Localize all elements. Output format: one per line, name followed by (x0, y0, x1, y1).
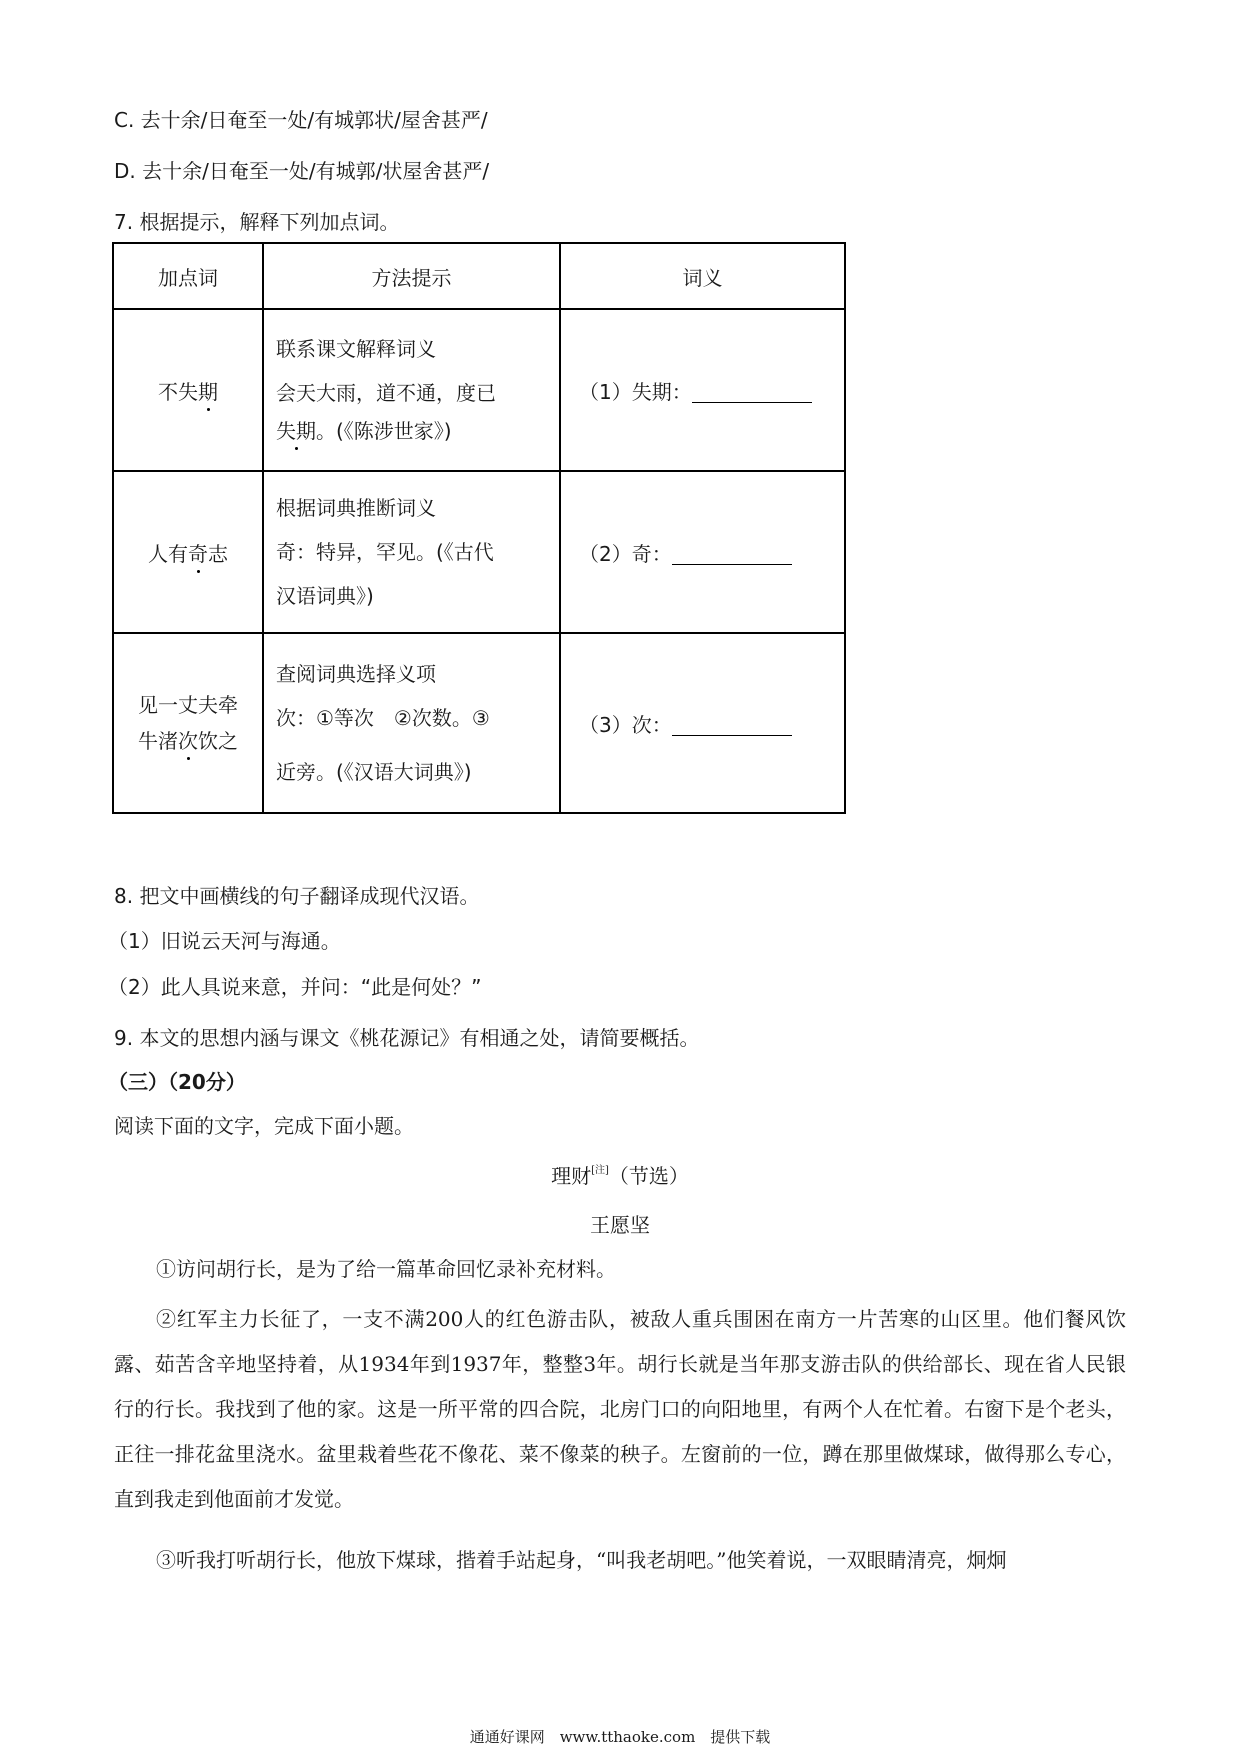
hint-title: 联系课文解释词义 (276, 337, 436, 361)
answer-label: （1）失期： (579, 379, 692, 404)
title-note: [注] (591, 1165, 609, 1176)
hint-line: 近旁。(《汉语大词典》) (276, 760, 472, 784)
dotted-phrase: 失期 (276, 419, 316, 443)
table-header-row (113, 243, 845, 309)
dotted-word-cell (113, 471, 263, 633)
answer-label: （3）次： (579, 712, 672, 737)
dotted-word-cell (113, 633, 263, 813)
option-d: D. 去十余/日奄至一处/有城郭/状屋舍甚严/ (114, 159, 490, 183)
dotted-word-cell (113, 309, 263, 471)
article-title (0, 1160, 1240, 1189)
hint-title: 查阅词典选择义项 (276, 662, 436, 686)
title-suffix: （节选） (608, 1164, 689, 1188)
hint-line: 奇：特异，罕见。(《古代 (276, 540, 494, 564)
word-text: 人有 (148, 541, 188, 566)
hint-cell (263, 633, 560, 813)
answer-blank[interactable] (672, 544, 792, 565)
hint-cell (263, 309, 560, 471)
header-hint: 方法提示 (263, 243, 560, 309)
answer-blank[interactable] (672, 715, 792, 736)
table-row (113, 471, 845, 633)
answer-blank[interactable] (692, 382, 812, 403)
dotted-char: 期 (198, 379, 218, 404)
header-meaning: 词义 (560, 243, 845, 309)
section-instruction: 阅读下面的文字，完成下面小题。 (114, 1114, 414, 1138)
hint-line (276, 421, 559, 441)
option-c: C. 去十余/日奄至一处/有城郭状/屋舍甚严/ (114, 108, 488, 132)
question-8-stem: 8. 把文中画横线的句子翻译成现代汉语。 (114, 884, 480, 908)
hint-cell (263, 471, 560, 633)
paragraph-1: ①访问胡行长，是为了给一篇革命回忆录补充材料。 (156, 1257, 616, 1281)
section-heading: （三）（20分） (108, 1070, 246, 1094)
word-text: 志 (208, 541, 228, 566)
hint-line: 汉语词典》) (276, 584, 374, 608)
hint-title: 根据词典推断词义 (276, 496, 436, 520)
hint-line: 会天大雨，道不通，度已 (276, 381, 496, 405)
answer-cell (560, 309, 845, 471)
title-text: 理财 (551, 1164, 592, 1188)
word-text: 饮之 (198, 729, 238, 753)
paragraph-3: ③听我打听胡行长，他放下煤球，揩着手站起身，“叫我老胡吧。”他笑着说，一双眼睛清亮，炯炯 (156, 1548, 1007, 1572)
table-row (113, 633, 845, 813)
dotted-char: 次 (178, 729, 198, 753)
article-author: 王愿坚 (590, 1213, 650, 1237)
table-row (113, 309, 845, 471)
question-8-sentence-1: （1）旧说云天河与海通。 (108, 929, 341, 953)
hint-line: 次：①等次 ②次数。③ (276, 706, 490, 730)
question-7-stem: 7. 根据提示，解释下列加点词。 (114, 210, 400, 234)
dotted-char: 奇 (188, 541, 208, 566)
hint-line-tail: 。(《陈涉世家》) (316, 419, 452, 443)
question-8-sentence-2: （2）此人具说来意，并问：“此是何处？” (108, 975, 482, 999)
question-9-stem: 9. 本文的思想内涵与课文《桃花源记》有相通之处，请简要概括。 (114, 1026, 700, 1050)
answer-cell (560, 633, 845, 813)
page-footer: 通通好课网 www.tthaoke.com 提供下载 (469, 1728, 771, 1746)
word-text: 不失 (158, 379, 198, 404)
vocab-table (112, 242, 846, 814)
answer-cell (560, 471, 845, 633)
answer-label: （2）奇： (579, 541, 672, 566)
word-text: 牛渚 (138, 729, 178, 753)
word-text: 见一丈夫牵 (138, 693, 238, 717)
paragraph-2: ②红军主力长征了，一支不满200人的红色游击队，被敌人重兵围困在南方一片苦寒的山区里。他们餐风饮露、茹苦含辛地坚持着，从1934年到1937年，整整3年。胡行长就是当年那支游击队的供给部长、现在省人民银行的行长。我找到了他的家。这是一所平常的四合院，北房门口的向阳地里，有两个人在忙着。右窗下是个老头，正往一排花盆里浇水。盆里栽着些花不像花、菜不像菜的秧子。左窗前的一位，蹲在那里做煤球，做得那么专心，直到我走到他面前才发觉。 (114, 1307, 1126, 1511)
header-word: 加点词 (113, 243, 263, 309)
